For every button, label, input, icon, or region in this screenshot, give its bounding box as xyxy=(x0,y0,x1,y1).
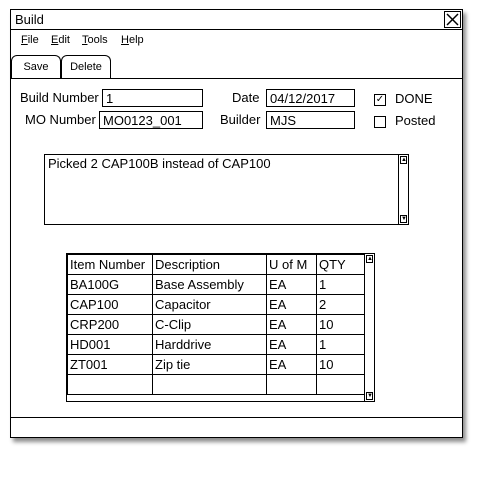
build-window xyxy=(10,9,463,438)
cell-description[interactable]: Zip tie xyxy=(153,355,267,375)
cell-item-number[interactable]: BA100G xyxy=(68,275,153,295)
table-row[interactable] xyxy=(68,275,365,295)
cell-item-number[interactable]: CRP200 xyxy=(68,315,153,335)
table-row[interactable] xyxy=(68,375,365,395)
close-button[interactable] xyxy=(444,11,461,28)
title-bar xyxy=(11,10,462,30)
menu-help-label: elp xyxy=(128,34,144,46)
status-bar xyxy=(11,417,462,418)
window-title: Build xyxy=(15,12,44,27)
cell-description[interactable]: Capacitor xyxy=(153,295,267,315)
menu-file-label: ile xyxy=(27,34,39,46)
table-row[interactable] xyxy=(68,335,365,355)
cell-qty[interactable]: 10 xyxy=(317,355,365,375)
done-checkbox[interactable] xyxy=(374,94,386,106)
mo-number-field[interactable]: MO0123_001 xyxy=(99,111,203,129)
builder-label: Builder xyxy=(220,112,261,127)
table-row[interactable] xyxy=(68,315,365,335)
close-icon xyxy=(445,12,460,27)
cell-description[interactable]: Harddrive xyxy=(153,335,267,355)
cell-uom[interactable]: EA xyxy=(267,295,317,315)
cell-qty[interactable]: 2 xyxy=(317,295,365,315)
cell-qty[interactable]: 10 xyxy=(317,315,365,335)
cell-uom[interactable]: EA xyxy=(267,335,317,355)
cell-uom[interactable]: EA xyxy=(267,355,317,375)
posted-label: Posted xyxy=(395,113,436,128)
delete-button[interactable]: Delete xyxy=(61,55,111,79)
table-row[interactable] xyxy=(68,355,365,375)
build-number-field[interactable]: 1 xyxy=(102,89,203,107)
posted-checkbox[interactable] xyxy=(374,116,386,128)
cell-item-number[interactable] xyxy=(68,375,153,395)
builder-field[interactable]: MJS xyxy=(266,111,355,129)
date-field[interactable]: 04/12/2017 xyxy=(266,89,355,107)
cell-description[interactable] xyxy=(153,375,267,395)
cell-qty[interactable] xyxy=(317,375,365,395)
table-header-row xyxy=(68,255,365,275)
menu-edit[interactable] xyxy=(51,34,70,46)
cell-item-number[interactable]: ZT001 xyxy=(68,355,153,375)
cell-uom[interactable] xyxy=(267,375,317,395)
menu-tools-label: ools xyxy=(87,34,108,46)
menu-edit-accel: E xyxy=(51,34,59,46)
menu-help[interactable] xyxy=(121,34,144,46)
checkmark-icon: ✓ xyxy=(375,94,385,105)
menu-tools[interactable] xyxy=(82,34,108,46)
scroll-down-icon[interactable]: ▼ xyxy=(401,216,407,222)
items-table xyxy=(67,254,365,395)
cell-uom[interactable]: EA xyxy=(267,275,317,295)
cell-description[interactable]: C-Clip xyxy=(153,315,267,335)
build-number-label: Build Number xyxy=(20,90,99,105)
scroll-up-icon[interactable]: ▲ xyxy=(367,256,373,262)
date-label: Date xyxy=(232,90,260,105)
save-button[interactable]: Save xyxy=(11,55,61,79)
cell-description[interactable]: Base Assembly xyxy=(153,275,267,295)
menu-edit-label: dit xyxy=(58,34,70,46)
column-header-description[interactable]: Description xyxy=(153,255,267,275)
notes-scrollbar[interactable] xyxy=(398,155,408,224)
cell-qty[interactable]: 1 xyxy=(317,335,365,355)
column-header-uom[interactable]: U of M xyxy=(267,255,317,275)
scroll-up-icon[interactable]: ▲ xyxy=(401,157,407,163)
cell-uom[interactable]: EA xyxy=(267,315,317,335)
column-header-qty[interactable]: QTY xyxy=(317,255,365,275)
cell-item-number[interactable]: HD001 xyxy=(68,335,153,355)
menu-help-accel: H xyxy=(121,34,129,46)
menu-file-accel: F xyxy=(21,34,28,46)
done-label: DONE xyxy=(395,91,433,106)
grid-scrollbar[interactable] xyxy=(364,254,374,401)
menu-file[interactable] xyxy=(21,34,39,46)
scroll-down-icon[interactable]: ▼ xyxy=(367,393,373,399)
cell-item-number[interactable]: CAP100 xyxy=(68,295,153,315)
notes-textarea[interactable] xyxy=(44,154,409,225)
items-grid xyxy=(66,253,375,402)
menu-bar xyxy=(11,30,462,50)
toolbar-divider xyxy=(11,78,462,79)
column-header-item-number[interactable]: Item Number xyxy=(68,255,153,275)
table-row[interactable] xyxy=(68,295,365,315)
cell-qty[interactable]: 1 xyxy=(317,275,365,295)
mo-number-label: MO Number xyxy=(25,112,96,127)
notes-text: Picked 2 CAP100B instead of CAP100 xyxy=(48,156,271,171)
menu-tools-accel: T xyxy=(82,34,88,46)
